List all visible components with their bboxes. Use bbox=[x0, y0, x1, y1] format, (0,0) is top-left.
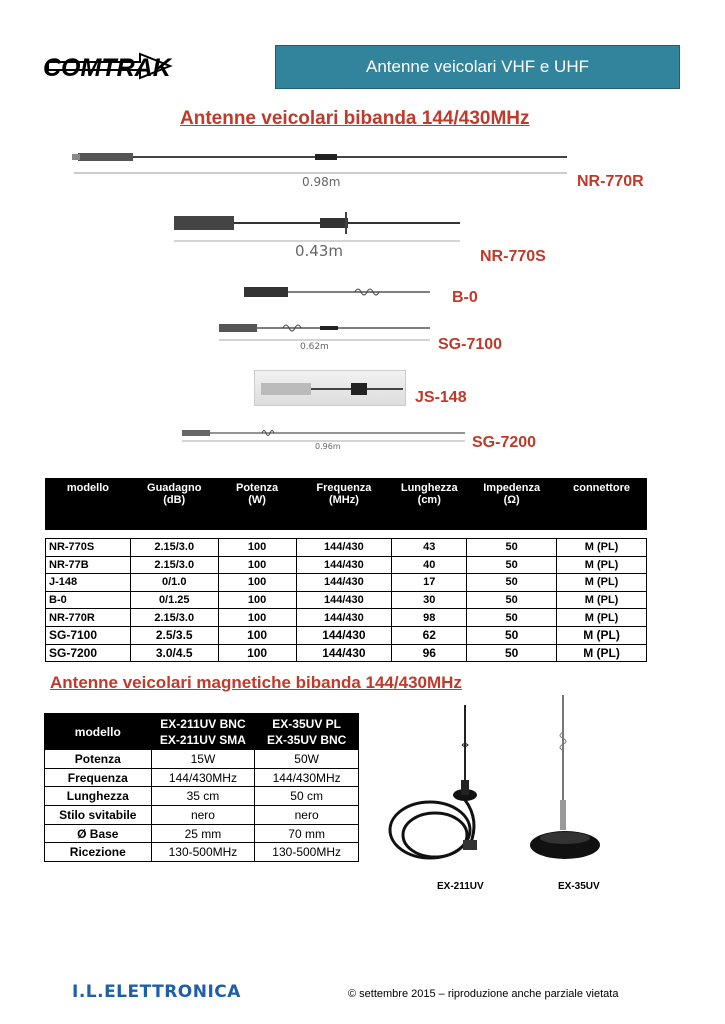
cell: 50 bbox=[467, 609, 557, 627]
ex35uv-caption: EX-35UV bbox=[558, 881, 600, 892]
antenna-nr770r-length: 0.98m bbox=[302, 175, 341, 189]
cell: J-148 bbox=[46, 574, 131, 592]
table-row bbox=[46, 626, 647, 644]
cell: 2.15/3.0 bbox=[130, 556, 218, 574]
cell: 40 bbox=[392, 556, 467, 574]
table-row bbox=[46, 556, 647, 574]
cell: 50W bbox=[255, 750, 359, 769]
cell: 0/1.0 bbox=[130, 574, 218, 592]
cell: 100 bbox=[218, 626, 296, 644]
table-row bbox=[45, 768, 359, 787]
cell: 130-500MHz bbox=[255, 843, 359, 862]
section1-title: Antenne veicolari bibanda 144/430MHz bbox=[180, 108, 530, 129]
cell: 144/430 bbox=[296, 644, 392, 662]
cell: 50 bbox=[467, 591, 557, 609]
cell: nero bbox=[255, 806, 359, 825]
cell: 144/430 bbox=[296, 626, 392, 644]
cell: 100 bbox=[218, 539, 296, 557]
cell: Potenza bbox=[45, 750, 152, 769]
header-modello: modello bbox=[74, 724, 121, 739]
cell: 2.15/3.0 bbox=[130, 539, 218, 557]
cell: 70 mm bbox=[255, 824, 359, 843]
cell: 98 bbox=[392, 609, 467, 627]
cell: 144/430 bbox=[296, 556, 392, 574]
footer-copyright: © settembre 2015 – riproduzione anche parziale vietata bbox=[348, 988, 619, 1000]
cell: SG-7100 bbox=[46, 626, 131, 644]
ex211uv-image bbox=[385, 700, 495, 870]
ex35uv-image bbox=[525, 690, 615, 865]
cell: 96 bbox=[392, 644, 467, 662]
cell: 2.15/3.0 bbox=[130, 609, 218, 627]
antenna-b0-image bbox=[240, 283, 440, 301]
cell: M (PL) bbox=[557, 574, 647, 592]
antenna-sg7100-length: 0.62m bbox=[300, 342, 329, 352]
cell: M (PL) bbox=[557, 539, 647, 557]
table-header bbox=[130, 479, 218, 530]
antenna-sg7100-image bbox=[215, 318, 435, 358]
header-connettore: connettore bbox=[573, 482, 630, 494]
header-impedenza: Impedenza (Ω) bbox=[483, 482, 541, 506]
table-header bbox=[392, 479, 467, 530]
cell: 100 bbox=[218, 644, 296, 662]
cell: NR-770R bbox=[46, 609, 131, 627]
cell: 144/430 bbox=[296, 539, 392, 557]
footer-brand-logo: I.L.ELETTRONICA bbox=[72, 982, 241, 1002]
cell: 144/430MHz bbox=[151, 768, 255, 787]
cell: 2.5/3.5 bbox=[130, 626, 218, 644]
cell: 25 mm bbox=[151, 824, 255, 843]
antenna-nr770r-label: NR-770R bbox=[577, 173, 644, 190]
cell: 50 bbox=[467, 539, 557, 557]
table-header bbox=[467, 479, 557, 530]
comtrak-logo bbox=[40, 40, 182, 92]
cell: M (PL) bbox=[557, 556, 647, 574]
table-row bbox=[45, 750, 359, 769]
table-header bbox=[557, 479, 647, 530]
table-spacer bbox=[46, 530, 647, 539]
antenna-js148-image bbox=[254, 370, 406, 406]
header-lunghezza: Lunghezza (cm) bbox=[400, 482, 458, 506]
cell: 15W bbox=[151, 750, 255, 769]
cell: 43 bbox=[392, 539, 467, 557]
cell: M (PL) bbox=[557, 644, 647, 662]
table-header bbox=[255, 714, 359, 750]
table-row bbox=[45, 787, 359, 806]
table-header bbox=[45, 714, 152, 750]
table-row bbox=[46, 609, 647, 627]
table-row bbox=[46, 539, 647, 557]
table-header bbox=[46, 479, 131, 530]
antenna-sg7200-image bbox=[180, 425, 470, 455]
cell: 50 bbox=[467, 556, 557, 574]
antenna-js148-label: JS-148 bbox=[415, 389, 467, 406]
cell: 100 bbox=[218, 556, 296, 574]
antenna-sg7100-label: SG-7100 bbox=[438, 336, 503, 353]
cell: 144/430 bbox=[296, 574, 392, 592]
table-row bbox=[46, 591, 647, 609]
cell: 50 cm bbox=[255, 787, 359, 806]
antenna-b0-label: B-0 bbox=[452, 289, 478, 306]
cell: 100 bbox=[218, 609, 296, 627]
cell: Stilo svitabile bbox=[45, 806, 152, 825]
cell: M (PL) bbox=[557, 591, 647, 609]
cell: B-0 bbox=[46, 591, 131, 609]
table-row bbox=[45, 806, 359, 825]
cell: NR-770S bbox=[46, 539, 131, 557]
page-title: Antenne veicolari VHF e UHF bbox=[366, 57, 589, 76]
specs-table bbox=[45, 478, 647, 662]
table-row bbox=[46, 644, 647, 662]
header-title-box bbox=[275, 45, 680, 89]
cell: 144/430MHz bbox=[255, 768, 359, 787]
cell: 17 bbox=[392, 574, 467, 592]
cell: 130-500MHz bbox=[151, 843, 255, 862]
antenna-nr770s-label: NR-770S bbox=[480, 248, 546, 265]
cell: nero bbox=[151, 806, 255, 825]
logo-text: COMTRAK bbox=[43, 54, 171, 82]
cell: 100 bbox=[218, 591, 296, 609]
antenna-nr770r-image bbox=[72, 145, 572, 190]
cell: 62 bbox=[392, 626, 467, 644]
antenna-sg7200-label: SG-7200 bbox=[472, 434, 537, 451]
cell: 144/430 bbox=[296, 609, 392, 627]
cell: 50 bbox=[467, 574, 557, 592]
cell: 30 bbox=[392, 591, 467, 609]
table-row bbox=[45, 824, 359, 843]
section2-title: Antenne veicolari magnetiche bibanda 144/430MHz bbox=[50, 673, 462, 692]
cell: 50 bbox=[467, 626, 557, 644]
cell: 144/430 bbox=[296, 591, 392, 609]
cell: 35 cm bbox=[151, 787, 255, 806]
table-header bbox=[296, 479, 392, 530]
header-ex211uv: EX-211UV BNC EX-211UV SMA bbox=[159, 716, 246, 747]
magnetic-specs-table bbox=[44, 713, 359, 862]
table-row bbox=[45, 843, 359, 862]
antenna-nr770s-length: 0.43m bbox=[295, 242, 344, 260]
cell: SG-7200 bbox=[46, 644, 131, 662]
antenna-nr770s-image bbox=[170, 208, 475, 263]
cell: 3.0/4.5 bbox=[130, 644, 218, 662]
cell: Lunghezza bbox=[45, 787, 152, 806]
cell: 100 bbox=[218, 574, 296, 592]
table-header bbox=[218, 479, 296, 530]
ex211uv-caption: EX-211UV bbox=[437, 881, 484, 892]
cell: Ø Base bbox=[45, 824, 152, 843]
header-ex35uv: EX-35UV PL EX-35UV BNC bbox=[266, 716, 347, 747]
header-frequenza: Frequenza (MHz) bbox=[316, 482, 372, 506]
cell: NR-77B bbox=[46, 556, 131, 574]
cell: M (PL) bbox=[557, 609, 647, 627]
cell: M (PL) bbox=[557, 626, 647, 644]
table-row bbox=[46, 574, 647, 592]
antenna-sg7200-length: 0.96m bbox=[315, 442, 341, 451]
table-header bbox=[151, 714, 255, 750]
cell: Frequenza bbox=[45, 768, 152, 787]
cell: Ricezione bbox=[45, 843, 152, 862]
header-potenza: Potenza (W) bbox=[235, 482, 279, 506]
cell: 50 bbox=[467, 644, 557, 662]
cell: 0/1.25 bbox=[130, 591, 218, 609]
header-guadagno: Guadagno (dB) bbox=[147, 482, 202, 506]
header-modello: modello bbox=[66, 482, 109, 494]
